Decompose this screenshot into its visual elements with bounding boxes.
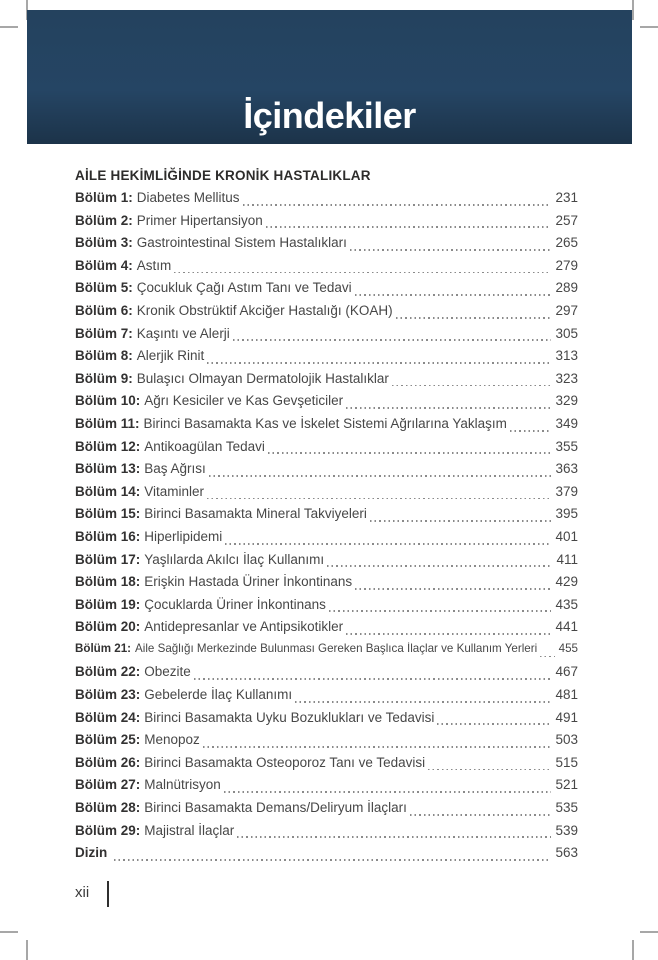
toc-entry-label: Bölüm 6:	[75, 302, 133, 318]
toc-entry-label: Bölüm 11:	[75, 415, 140, 431]
dotted-leader	[428, 769, 551, 771]
dotted-leader	[355, 588, 551, 590]
toc-entry-title: Malnütrisyon	[144, 777, 221, 793]
toc-entry-label: Bölüm 29:	[75, 822, 141, 838]
crop-mark	[632, 940, 634, 960]
dotted-leader	[203, 746, 552, 748]
toc-entry-page: 515	[555, 754, 578, 770]
toc-entry-page: 491	[555, 709, 578, 725]
dotted-leader	[207, 362, 551, 364]
toc-entry	[75, 574, 578, 597]
toc-entry	[75, 280, 578, 303]
toc-entry-title: Vitaminler	[144, 483, 205, 499]
crop-mark	[26, 940, 28, 960]
toc-entry-title: Erişkin Hastada Üriner İnkontinans	[144, 574, 353, 590]
toc-entry-label: Bölüm 20:	[75, 619, 141, 635]
toc-entry	[75, 461, 578, 484]
toc-entry-label: Bölüm 5:	[75, 280, 133, 296]
toc-entry-title: Ağrı Kesiciler ve Kas Gevşeticiler	[144, 393, 344, 409]
toc-entry-title: Çocukluk Çağı Astım Tanı ve Tedavi	[136, 280, 352, 296]
toc-entry-label: Bölüm 7:	[75, 325, 133, 341]
toc-entry	[75, 732, 578, 755]
crop-mark	[632, 0, 634, 20]
toc-entry-label: Bölüm 1:	[75, 190, 133, 205]
dotted-leader	[224, 791, 552, 793]
toc-entry-label: Bölüm 24:	[75, 709, 141, 725]
dotted-leader	[437, 723, 551, 725]
toc-entry	[75, 393, 578, 416]
toc-entry-label: Bölüm 22:	[75, 664, 141, 680]
toc-entry	[75, 213, 578, 236]
toc-entry	[75, 348, 578, 371]
toc-entry-page: 563	[555, 845, 578, 861]
dotted-leader	[266, 226, 552, 228]
toc-entry-label: Bölüm 12:	[75, 438, 141, 454]
toc-entry-title: Yaşlılarda Akılcı İlaç Kullanımı	[144, 551, 325, 567]
toc-entry-label: Bölüm 19:	[75, 596, 141, 612]
toc-entry-page: 323	[555, 370, 578, 386]
toc-entry-label: Bölüm 21:	[75, 641, 132, 655]
section-heading: AİLE HEKİMLİĞİNDE KRONİK HASTALIKLAR	[75, 168, 371, 183]
dotted-leader	[396, 317, 552, 319]
toc-entry-title: Birinci Basamakta Uyku Bozuklukları ve Tedavisi	[144, 709, 435, 725]
dotted-leader	[243, 204, 552, 206]
toc-entry-title: Birinci Basamakta Kas ve İskelet Sistemi Ağrılarına Yaklaşım	[143, 415, 507, 431]
toc-entry-label: Bölüm 23:	[75, 687, 141, 703]
toc-entry-label: Bölüm 2:	[75, 212, 133, 228]
toc-entry	[75, 619, 578, 642]
dotted-leader	[350, 249, 552, 251]
page-title: İçindekiler	[243, 95, 416, 136]
dotted-leader	[209, 475, 552, 477]
toc-entry-page: 429	[555, 574, 578, 590]
toc-entry-page: 535	[555, 800, 578, 816]
toc-entry-page: 503	[555, 732, 578, 748]
toc-entry	[75, 687, 578, 710]
toc-entry-title: Kronik Obstrüktif Akciğer Hastalığı (KOAH)	[136, 302, 393, 318]
toc-entry-label: Bölüm 14:	[75, 483, 141, 499]
dotted-leader	[540, 656, 554, 658]
toc-entry-label: Bölüm 4:	[75, 257, 133, 273]
toc-entry	[75, 642, 578, 665]
toc-entry-page: 539	[555, 822, 578, 838]
toc-entry-page: 435	[555, 596, 578, 612]
toc-entry	[75, 484, 578, 507]
toc-entry-page: 257	[555, 212, 578, 228]
toc-entry-title: Birinci Basamakta Mineral Takviyeleri	[144, 506, 367, 522]
dotted-leader	[194, 678, 552, 680]
toc-entry	[75, 326, 578, 349]
dotted-leader	[327, 565, 552, 567]
crop-mark	[0, 26, 18, 28]
dotted-leader	[355, 294, 552, 296]
content-area	[75, 168, 578, 868]
toc-entry	[75, 664, 578, 687]
toc-entry-page: 441	[555, 619, 578, 635]
toc-entry-page: 329	[555, 393, 578, 409]
toc-entry-page: 305	[555, 325, 578, 341]
toc-entry	[75, 777, 578, 800]
toc-entry-title: Birinci Basamakta Demans/Deliryum İlaçları	[144, 800, 407, 816]
folio-page-number: xii	[75, 884, 90, 901]
toc-entry-page: 265	[555, 235, 578, 251]
dotted-leader	[346, 633, 551, 635]
toc-entry-label: Bölüm 9:	[75, 370, 133, 386]
toc-entry-title: Obezite	[144, 664, 191, 680]
toc-list	[75, 190, 578, 868]
toc-entry	[75, 800, 578, 823]
toc-entry-title: Gastrointestinal Sistem Hastalıkları	[136, 235, 347, 251]
toc-entry-title: Majistral İlaçlar	[144, 822, 235, 838]
toc-entry	[75, 258, 578, 281]
crop-mark	[640, 26, 658, 28]
toc-entry-page: 411	[556, 551, 578, 567]
toc-entry-title: Kaşıntı ve Alerji	[136, 325, 230, 341]
toc-entry-label: Bölüm 13:	[75, 461, 141, 477]
toc-entry	[75, 823, 578, 846]
toc-entry-title: Birinci Basamakta Osteoporoz Tanı ve Tedavisi	[144, 754, 426, 770]
toc-entry	[75, 710, 578, 733]
toc-entry	[75, 845, 578, 868]
toc-entry-label: Bölüm 17:	[75, 551, 141, 567]
toc-entry-label: Bölüm 27:	[75, 777, 141, 793]
toc-entry	[75, 529, 578, 552]
toc-entry	[75, 552, 578, 575]
toc-entry-page: 297	[555, 302, 578, 318]
dotted-leader	[295, 701, 551, 703]
toc-entry	[75, 371, 578, 394]
dotted-leader	[233, 339, 552, 341]
toc-entry-page: 481	[555, 687, 578, 703]
toc-entry-page: 279	[555, 257, 578, 273]
dotted-leader	[329, 610, 552, 612]
toc-entry-title: Astım	[136, 257, 172, 273]
toc-entry-title: Gebelerde İlaç Kullanımı	[144, 687, 293, 703]
dotted-leader	[114, 859, 551, 861]
crop-mark	[0, 931, 18, 933]
crop-mark	[640, 931, 658, 933]
toc-entry-title: Bulaşıcı Olmayan Dermatolojik Hastalıklar	[136, 370, 389, 386]
toc-entry-title: Alerjik Rinit	[136, 348, 205, 364]
toc-entry	[75, 190, 578, 213]
toc-entry-page: 349	[555, 415, 578, 431]
toc-entry-title: Aile Sağlığı Merkezinde Bulunması Gereken Başlıca İlaçlar ve Kullanım Yerleri	[135, 641, 538, 655]
toc-entry-page: 313	[555, 348, 578, 364]
toc-entry-page: 521	[555, 777, 578, 793]
toc-entry	[75, 235, 578, 258]
toc-entry	[75, 416, 578, 439]
toc-entry-title: Diabetes Mellitus	[136, 190, 240, 205]
toc-entry-label: Bölüm 28:	[75, 800, 141, 816]
dotted-leader	[410, 814, 552, 816]
dotted-leader	[392, 385, 552, 387]
toc-entry-title: Primer Hipertansiyon	[136, 212, 263, 228]
toc-entry-label: Bölüm 3:	[75, 235, 133, 251]
toc-entry-label: Bölüm 25:	[75, 732, 141, 748]
dotted-leader	[207, 498, 551, 500]
folio-divider	[107, 881, 109, 907]
toc-entry-page: 231	[555, 190, 578, 205]
toc-entry-label: Bölüm 15:	[75, 506, 141, 522]
toc-entry	[75, 597, 578, 620]
toc-entry-label: Bölüm 26:	[75, 754, 141, 770]
dotted-leader	[225, 543, 551, 545]
toc-entry-title: Baş Ağrısı	[144, 461, 206, 477]
toc-entry-page: 289	[555, 280, 578, 296]
toc-entry-page: 467	[555, 664, 578, 680]
toc-entry-page: 455	[558, 641, 578, 655]
toc-entry-label: Bölüm 18:	[75, 574, 141, 590]
toc-entry	[75, 506, 578, 529]
toc-entry-label: Bölüm 8:	[75, 348, 133, 364]
dotted-leader	[237, 836, 551, 838]
toc-entry-page: 363	[555, 461, 578, 477]
toc-entry-page: 395	[555, 506, 578, 522]
toc-entry-label: Bölüm 10:	[75, 393, 141, 409]
toc-entry	[75, 303, 578, 326]
toc-entry	[75, 755, 578, 778]
toc-entry-page: 379	[555, 483, 578, 499]
toc-entry-title: Antidepresanlar ve Antipsikotikler	[144, 619, 344, 635]
toc-entry-page: 401	[555, 528, 578, 544]
dotted-leader	[174, 272, 551, 274]
dotted-leader	[346, 407, 551, 409]
toc-entry-title: Hiperlipidemi	[144, 528, 223, 544]
toc-entry-page: 355	[555, 438, 578, 454]
toc-entry-title: Antikoagülan Tedavi	[144, 438, 265, 454]
toc-entry-label: Dizin	[75, 845, 108, 861]
dotted-leader	[370, 520, 552, 522]
dotted-leader	[268, 452, 552, 454]
toc-entry-label: Bölüm 16:	[75, 528, 141, 544]
toc-entry	[75, 439, 578, 462]
header-band	[27, 10, 632, 144]
toc-entry-title: Çocuklarda Üriner İnkontinans	[144, 596, 326, 612]
dotted-leader	[510, 430, 552, 432]
toc-entry-title: Menopoz	[144, 732, 200, 748]
